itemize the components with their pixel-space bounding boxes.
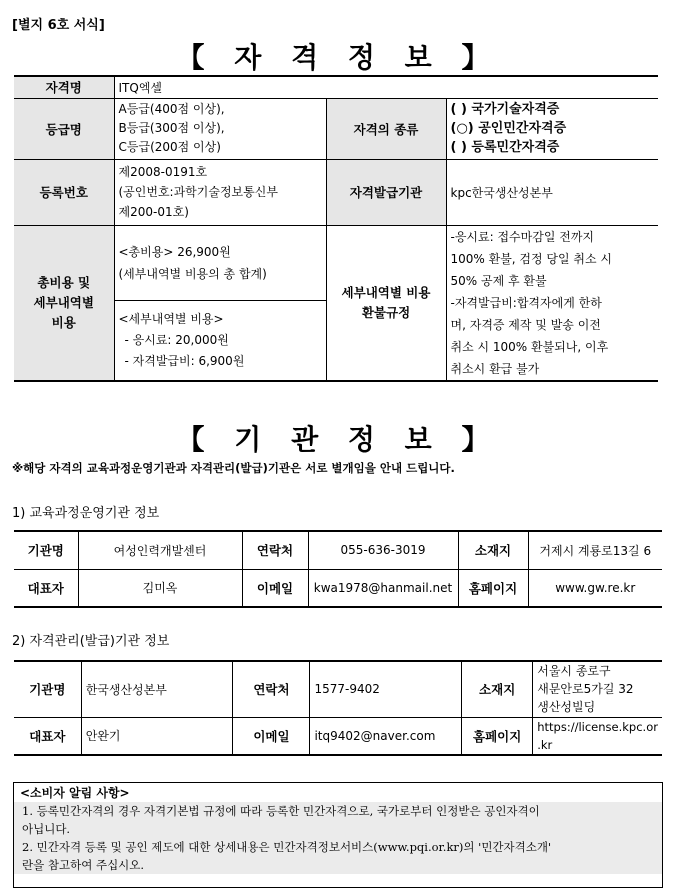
grade-line: C등급(200점 이상) xyxy=(118,140,221,154)
edu-homepage-label: 홈페이지 xyxy=(458,569,528,607)
cost-label xyxy=(14,225,114,381)
grade-label: 등급명 xyxy=(14,98,114,159)
institution-notice: ※해당 자격의 교육과정운영기관과 자격관리(발급)기관은 서로 별개임을 안내 드립니다. xyxy=(12,461,455,475)
mgmt-email-value: itq9402@naver.com xyxy=(310,717,462,755)
edu-rep-label: 대표자 xyxy=(14,569,78,607)
refund-line: 며, 자격증 제작 및 발송 이전 xyxy=(450,317,601,332)
mgmt-contact-value: 1577-9402 xyxy=(310,661,462,717)
kind-option-national: ( ) 국가기술자격증 xyxy=(450,102,560,117)
qualification-table xyxy=(14,75,658,382)
grade-value xyxy=(114,98,326,159)
qualification-name-label: 자격명 xyxy=(14,76,114,98)
total-cost xyxy=(114,225,326,301)
detail-cost xyxy=(114,301,326,381)
mgmt-org-value: 한국생산성본부 xyxy=(81,661,233,717)
edu-homepage-value: www.gw.re.kr xyxy=(528,569,662,607)
refund-rules xyxy=(446,225,658,381)
edu-institution-table xyxy=(14,530,662,608)
grade-line: A등급(400점 이상), xyxy=(118,102,225,116)
reg-no-line: 제2008-0191호 xyxy=(118,165,208,179)
mgmt-address-value xyxy=(533,661,662,717)
refund-line: -자격발급비:합격자에게 한하 xyxy=(450,295,602,310)
section-title-institution: 【 기 관 정 보 】 xyxy=(176,423,500,456)
mgmt-contact-label: 연락처 xyxy=(233,661,310,717)
detail-cost-line: - 응시료: 20,000원 xyxy=(124,332,229,347)
refund-line: 50% 공제 후 환불 xyxy=(450,273,547,288)
refund-label xyxy=(326,225,446,381)
consumer-notice-line: 2. 민간자격 등록 및 공인 제도에 대한 상세내용은 민간자격정보서비스(www.pqi.or.kr)의 '민간자격소개' xyxy=(14,838,662,856)
mgmt-homepage-label: 홈페이지 xyxy=(462,717,533,755)
mgmt-org-label: 기관명 xyxy=(14,661,81,717)
mgmt-heading: 2) 자격관리(발급)기관 정보 xyxy=(12,634,170,649)
consumer-notice-line: 란을 참고하여 주십시오. xyxy=(14,856,662,874)
total-cost-line: <총비용> 26,900원 xyxy=(118,244,231,259)
detail-cost-line: <세부내역별 비용> xyxy=(118,311,224,326)
edu-contact-value: 055-636-3019 xyxy=(308,531,458,569)
mgmt-homepage-value xyxy=(533,717,662,755)
edu-heading: 1) 교육과정운영기관 정보 xyxy=(12,506,160,521)
edu-org-value: 여성인력개발센터 xyxy=(78,531,242,569)
refund-line: 취소 시 100% 환불되나, 이후 xyxy=(450,339,609,354)
mgmt-rep-value: 안완기 xyxy=(81,717,233,755)
kind-option-registered-private: ( ) 등록민간자격증 xyxy=(450,140,560,155)
reg-no-value xyxy=(114,159,326,225)
mgmt-address-label: 소재지 xyxy=(462,661,533,717)
mgmt-rep-label: 대표자 xyxy=(14,717,81,755)
consumer-notice-line: 아닙니다. xyxy=(14,820,662,838)
edu-address-value: 거제시 계룡로13길 6 xyxy=(528,531,662,569)
qualification-name-value: ITQ엑셀 xyxy=(114,76,658,98)
kind-option-certified-private: (○) 공인민간자격증 xyxy=(450,121,567,136)
mgmt-address-line: 생산성빌딩 xyxy=(537,700,596,715)
section-title-qualification: 【 자 격 정 보 】 xyxy=(176,41,500,74)
edu-rep-value: 김미옥 xyxy=(78,569,242,607)
mgmt-homepage-line: https://license.kpc.or xyxy=(537,719,658,734)
consumer-notice-box xyxy=(13,782,663,888)
form-number: [별지 6호 서식] xyxy=(12,18,105,33)
detail-cost-line: - 자격발급비: 6,900원 xyxy=(124,353,245,368)
mgmt-address-line: 서울시 종로구 xyxy=(537,664,611,679)
grade-line: B등급(300점 이상), xyxy=(118,121,225,135)
edu-email-value: kwa1978@hanmail.net xyxy=(308,569,458,607)
reg-no-label: 등록번호 xyxy=(14,159,114,225)
kind-label: 자격의 종류 xyxy=(326,98,446,159)
mgmt-institution-table xyxy=(14,660,662,756)
mgmt-email-label: 이메일 xyxy=(233,717,310,755)
cost-label-line: 세부내역별 xyxy=(33,294,94,310)
kind-options xyxy=(446,98,658,159)
refund-label-line: 세부내역별 비용 xyxy=(341,284,431,300)
edu-org-label: 기관명 xyxy=(14,531,78,569)
cost-label-line: 비용 xyxy=(51,314,76,330)
edu-email-label: 이메일 xyxy=(242,569,308,607)
consumer-notice-line: 1. 등록민간자격의 경우 자격기본법 규정에 따라 등록한 민간자격으로, 국가로부터 인정받은 공인자격이 xyxy=(14,802,662,820)
cost-label-line: 총비용 및 xyxy=(37,274,91,290)
refund-line: 100% 환불, 검정 당일 취소 시 xyxy=(450,251,613,266)
refund-label-line: 환불규정 xyxy=(361,304,411,320)
issuer-label: 자격발급기관 xyxy=(326,159,446,225)
edu-contact-label: 연락처 xyxy=(242,531,308,569)
issuer-value: kpc한국생산성본부 xyxy=(446,159,658,225)
consumer-notice-heading: <소비자 알림 사항> xyxy=(20,786,130,800)
total-cost-line: (세부내역별 비용의 총 합계) xyxy=(118,266,267,281)
mgmt-address-line: 새문안로5가길 32 xyxy=(537,682,634,697)
refund-line: -응시료: 접수마감일 전까지 xyxy=(450,229,595,244)
refund-line: 취소시 환급 불가 xyxy=(450,361,540,376)
reg-no-line: 제200-01호) xyxy=(118,205,189,219)
mgmt-homepage-line: .kr xyxy=(537,737,553,752)
reg-no-line: (공인번호:과학기술정보통신부 xyxy=(118,185,278,199)
edu-address-label: 소재지 xyxy=(458,531,528,569)
